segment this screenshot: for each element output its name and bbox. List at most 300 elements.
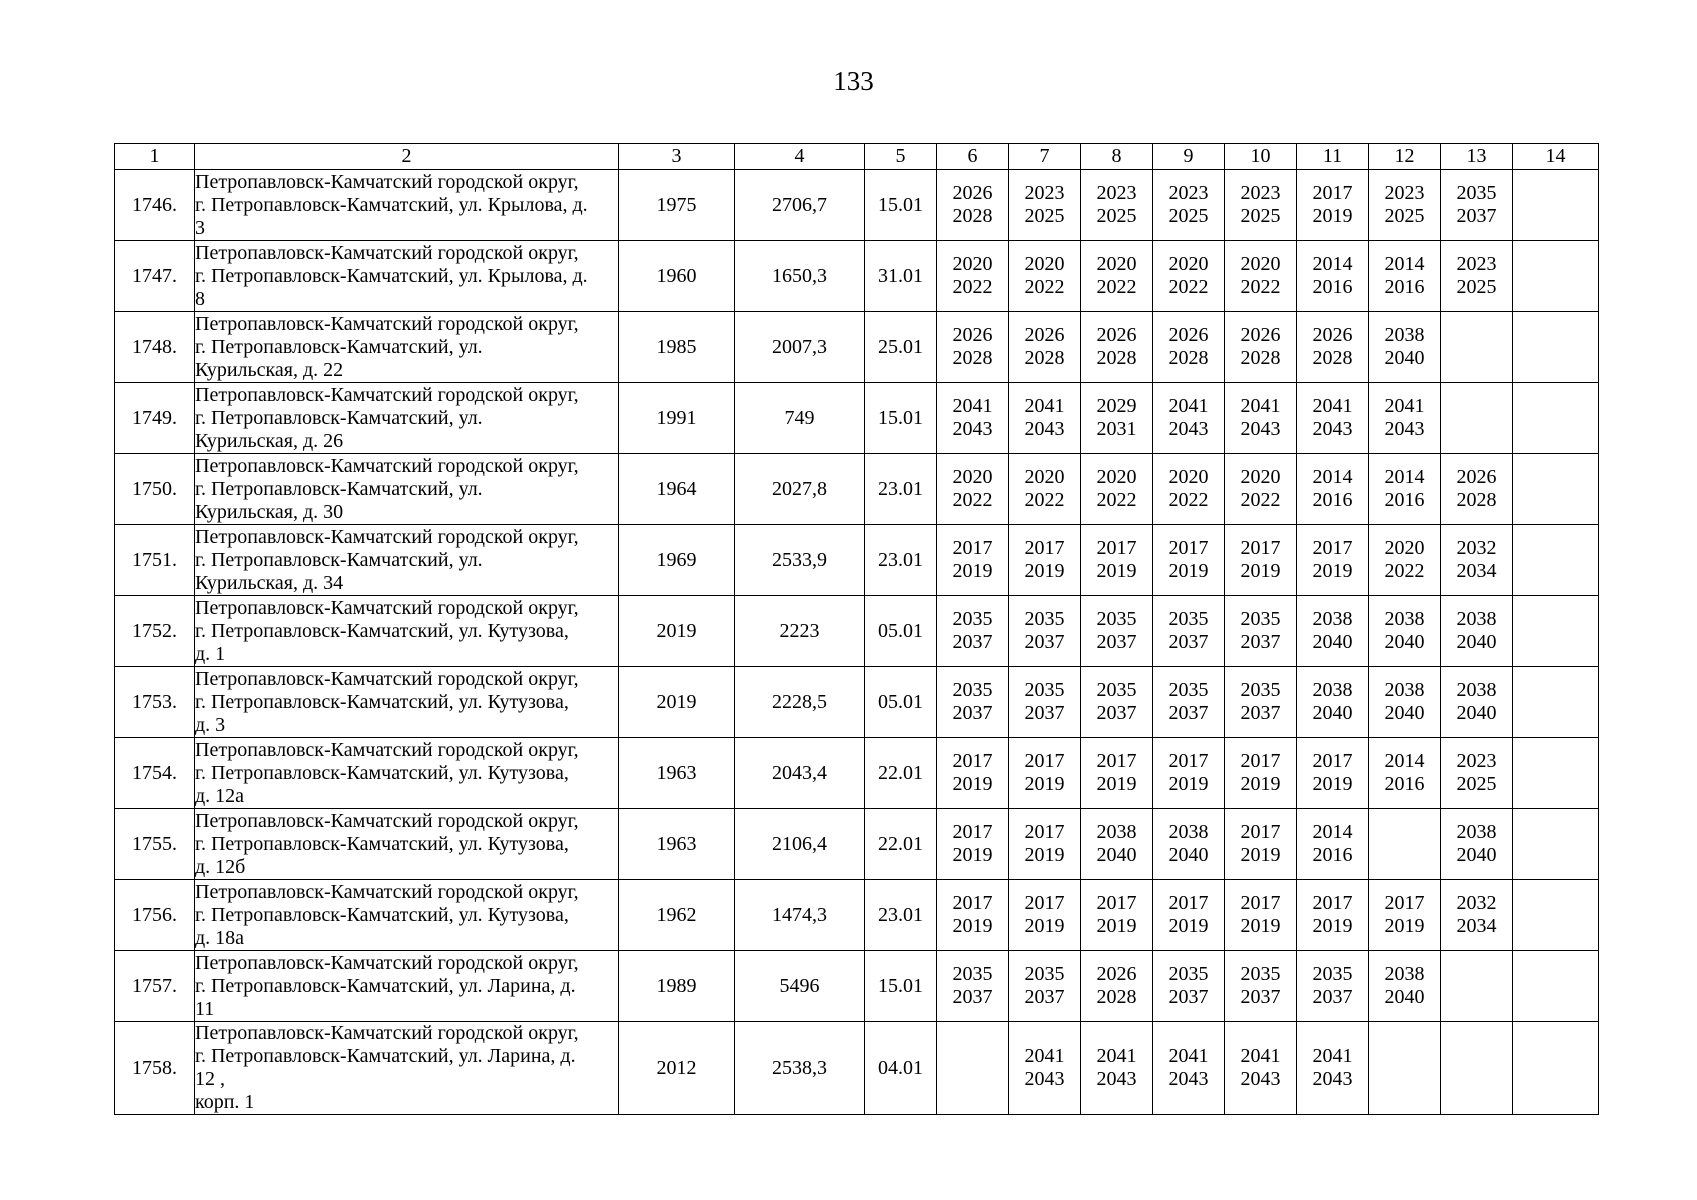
date-cell: 04.01 [865,1022,937,1115]
term-cell [1441,241,1513,312]
term-cell [1081,596,1153,667]
term-start-year: 2035 [1240,679,1281,701]
term-start-year: 2014 [1384,750,1425,772]
term-cell [1153,241,1225,312]
term-start-year: 2017 [1240,821,1281,843]
term-cell [1225,667,1297,738]
term-start-year: 2017 [952,537,993,559]
term-end-year: 2028 [1024,347,1065,369]
column-header: 2 [195,144,619,170]
address-line: Курильская, д. 34 [195,571,344,594]
address-line: Петропавловск-Камчатский городской округ, [195,596,579,619]
term-end-year: 2028 [1312,347,1353,369]
term-cell [1225,880,1297,951]
term-cell [1153,596,1225,667]
term-cell [937,170,1009,241]
term-cell [937,596,1009,667]
term-cell [1081,241,1153,312]
address-cell [195,525,619,596]
table-row [115,454,1599,525]
year-built-cell: 1991 [619,383,735,454]
term-end-year: 2037 [1456,205,1497,227]
term-cell [1225,596,1297,667]
term-end-year: 2040 [1168,844,1209,866]
term-end-year: 2040 [1312,631,1353,653]
term-cell [1009,809,1081,880]
term-start-year: 2017 [1024,537,1065,559]
row-number: 1751. [115,525,195,596]
area-cell: 749 [735,383,865,454]
term-start-year: 2020 [1024,253,1065,275]
term-start-year: 2017 [1024,750,1065,772]
year-built-cell: 2012 [619,1022,735,1115]
term-cell [1081,170,1153,241]
term-end-year: 2019 [952,915,993,937]
term-cell [1225,170,1297,241]
term-start-year: 2041 [952,395,993,417]
term-cell [937,1022,1009,1115]
term-cell [1009,1022,1081,1115]
term-end-year: 2022 [1024,489,1065,511]
area-cell: 2106,4 [735,809,865,880]
term-start-year: 2017 [1312,750,1353,772]
year-built-cell: 2019 [619,667,735,738]
term-cell [937,383,1009,454]
column-header: 12 [1369,144,1441,170]
term-start-year: 2023 [1456,750,1497,772]
term-cell [937,241,1009,312]
term-end-year: 2019 [1312,915,1353,937]
row-number: 1755. [115,809,195,880]
term-cell [1441,170,1513,241]
term-cell [1225,312,1297,383]
term-end-year: 2028 [952,205,993,227]
term-end-year: 2019 [1312,773,1353,795]
row-number: 1753. [115,667,195,738]
term-end-year: 2022 [1168,276,1209,298]
term-start-year: 2014 [1384,253,1425,275]
table-row [115,809,1599,880]
term-cell [1369,738,1441,809]
term-cell [1009,170,1081,241]
term-cell [1225,383,1297,454]
term-cell [937,454,1009,525]
term-cell [937,738,1009,809]
term-end-year: 2019 [952,560,993,582]
term-cell [1513,383,1599,454]
address-line: Петропавловск-Камчатский городской округ, [195,454,579,477]
term-cell [1369,383,1441,454]
term-cell [1153,667,1225,738]
term-end-year: 2019 [1096,773,1137,795]
term-end-year: 2028 [1096,986,1137,1008]
area-cell: 2228,5 [735,667,865,738]
date-cell: 23.01 [865,454,937,525]
term-end-year: 2019 [952,773,993,795]
term-start-year: 2017 [1168,537,1209,559]
address-line: г. Петропавловск-Камчатский, ул. Ларина, д. [195,1045,576,1067]
term-start-year: 2035 [1312,963,1353,985]
column-header: 8 [1081,144,1153,170]
term-end-year: 2028 [1456,489,1497,511]
address-line: г. Петропавловск-Камчатский, ул. Крылова, д. [195,264,588,287]
address-cell [195,1022,619,1115]
term-cell [1225,454,1297,525]
term-start-year: 2038 [1456,821,1497,843]
term-end-year: 2019 [1240,844,1281,866]
page-number: 133 [833,66,874,96]
term-cell [1513,809,1599,880]
address-line: 11 [195,997,215,1020]
term-cell [1297,951,1369,1022]
table-row [115,241,1599,312]
term-cell [1513,454,1599,525]
term-end-year: 2037 [1024,631,1065,653]
term-cell [1369,525,1441,596]
term-cell [937,880,1009,951]
term-start-year: 2041 [1168,395,1209,417]
term-start-year: 2041 [1240,395,1281,417]
term-cell [1369,1022,1441,1115]
term-cell [1081,525,1153,596]
term-end-year: 2043 [1168,418,1209,440]
term-cell [1369,809,1441,880]
term-start-year: 2041 [1024,395,1065,417]
term-cell [1009,667,1081,738]
year-built-cell: 1964 [619,454,735,525]
term-start-year: 2026 [1168,324,1209,346]
term-cell [1153,525,1225,596]
term-end-year: 2019 [1240,560,1281,582]
term-end-year: 2037 [1024,702,1065,724]
term-end-year: 2022 [1168,489,1209,511]
term-end-year: 2040 [1384,986,1425,1008]
term-end-year: 2019 [1096,560,1137,582]
term-start-year: 2035 [1240,963,1281,985]
date-cell: 23.01 [865,525,937,596]
term-end-year: 2016 [1312,844,1353,866]
term-cell [1369,596,1441,667]
term-cell [1297,383,1369,454]
area-cell: 2007,3 [735,312,865,383]
term-end-year: 2037 [1168,702,1209,724]
term-cell [1513,738,1599,809]
column-header: 11 [1297,144,1369,170]
term-end-year: 2043 [1168,1068,1209,1090]
term-cell [1369,454,1441,525]
term-cell [1225,525,1297,596]
term-start-year: 2017 [952,892,993,914]
term-end-year: 2019 [1024,844,1065,866]
address-line: д. 12а [195,784,245,807]
term-end-year: 2043 [1312,1068,1353,1090]
address-line: Петропавловск-Камчатский городской округ, [195,809,579,832]
table-row [115,596,1599,667]
term-start-year: 2038 [1456,608,1497,630]
year-built-cell: 1989 [619,951,735,1022]
date-cell: 15.01 [865,170,937,241]
term-start-year: 2017 [1240,537,1281,559]
address-cell [195,454,619,525]
term-start-year: 2017 [952,750,993,772]
term-cell [1441,383,1513,454]
term-end-year: 2043 [1024,418,1065,440]
area-cell: 1650,3 [735,241,865,312]
term-end-year: 2037 [952,702,993,724]
term-cell [1225,809,1297,880]
address-line: г. Петропавловск-Камчатский, ул. [195,406,483,429]
term-start-year: 2035 [1240,608,1281,630]
column-header: 7 [1009,144,1081,170]
term-start-year: 2035 [1168,608,1209,630]
term-cell [1441,525,1513,596]
term-start-year: 2035 [1168,679,1209,701]
term-cell [1009,951,1081,1022]
row-number: 1750. [115,454,195,525]
term-start-year: 2041 [1240,1045,1281,1067]
term-end-year: 2037 [952,986,993,1008]
term-start-year: 2029 [1096,395,1137,417]
term-end-year: 2022 [952,489,993,511]
term-start-year: 2026 [1096,963,1137,985]
term-cell [1369,312,1441,383]
term-start-year: 2026 [1096,324,1137,346]
address-line: Петропавловск-Камчатский городской округ, [195,738,579,761]
term-start-year: 2038 [1384,963,1425,985]
row-number: 1746. [115,170,195,241]
address-line: г. Петропавловск-Камчатский, ул. Крылова, д. [195,193,588,216]
address-line: Петропавловск-Камчатский городской округ, [195,170,579,193]
term-start-year: 2026 [952,324,993,346]
term-cell [937,951,1009,1022]
term-cell [1153,809,1225,880]
address-line: д. 1 [195,642,226,665]
term-end-year: 2022 [1384,560,1425,582]
term-start-year: 2035 [952,608,993,630]
term-start-year: 2017 [1240,750,1281,772]
row-number: 1758. [115,1022,195,1115]
area-cell: 5496 [735,951,865,1022]
term-cell [1441,738,1513,809]
address-line: Петропавловск-Камчатский городской округ, [195,1022,579,1044]
term-cell [1513,951,1599,1022]
term-start-year: 2020 [952,466,993,488]
term-cell [1081,1022,1153,1115]
term-start-year: 2017 [1312,892,1353,914]
address-line: г. Петропавловск-Камчатский, ул. Ларина, д. [195,974,576,997]
address-line: г. Петропавловск-Камчатский, ул. [195,477,483,500]
term-end-year: 2019 [1024,915,1065,937]
term-end-year: 2034 [1456,915,1497,937]
address-line: д. 3 [195,713,226,736]
term-start-year: 2017 [1096,537,1137,559]
year-built-cell: 1963 [619,809,735,880]
date-cell: 15.01 [865,951,937,1022]
term-cell [1441,454,1513,525]
term-start-year: 2026 [952,182,993,204]
term-start-year: 2020 [1168,253,1209,275]
term-start-year: 2041 [1312,1045,1353,1067]
year-built-cell: 1975 [619,170,735,241]
term-start-year: 2020 [1096,466,1137,488]
address-line: д. 12б [195,855,246,878]
term-cell [1513,880,1599,951]
year-built-cell: 1963 [619,738,735,809]
term-end-year: 2022 [1240,276,1281,298]
term-cell [1513,525,1599,596]
term-cell [1081,383,1153,454]
term-end-year: 2016 [1312,489,1353,511]
term-end-year: 2022 [1096,489,1137,511]
term-end-year: 2037 [952,631,993,653]
term-start-year: 2020 [952,253,993,275]
term-cell [1441,312,1513,383]
term-end-year: 2019 [1168,773,1209,795]
term-cell [1081,312,1153,383]
address-line: 3 [195,216,205,239]
address-cell [195,809,619,880]
term-cell [1441,1022,1513,1115]
date-cell: 15.01 [865,383,937,454]
term-cell [1369,170,1441,241]
term-cell [1009,880,1081,951]
term-end-year: 2037 [1096,702,1137,724]
term-start-year: 2020 [1024,466,1065,488]
term-cell [1297,312,1369,383]
address-line: г. Петропавловск-Камчатский, ул. Кутузова, [195,690,569,713]
term-start-year: 2017 [1312,537,1353,559]
term-end-year: 2019 [1312,560,1353,582]
date-cell: 05.01 [865,667,937,738]
address-line: Курильская, д. 26 [195,429,344,452]
address-cell [195,880,619,951]
term-cell [1513,667,1599,738]
term-start-year: 2026 [1240,324,1281,346]
term-cell [1441,809,1513,880]
term-end-year: 2016 [1384,773,1425,795]
term-start-year: 2038 [1384,679,1425,701]
term-start-year: 2038 [1168,821,1209,843]
term-cell [1153,1022,1225,1115]
term-cell [1081,667,1153,738]
year-built-cell: 1969 [619,525,735,596]
term-end-year: 2037 [1240,631,1281,653]
term-end-year: 2040 [1384,347,1425,369]
column-header: 14 [1513,144,1599,170]
column-header: 6 [937,144,1009,170]
address-line: Петропавловск-Камчатский городской округ, [195,667,579,690]
address-line: Петропавловск-Камчатский городской округ, [195,951,579,974]
row-number: 1754. [115,738,195,809]
term-start-year: 2023 [1384,182,1425,204]
term-end-year: 2043 [1312,418,1353,440]
year-built-cell: 1962 [619,880,735,951]
term-cell [1153,738,1225,809]
term-cell [1369,241,1441,312]
row-number: 1752. [115,596,195,667]
address-cell [195,951,619,1022]
term-start-year: 2026 [1456,466,1497,488]
term-start-year: 2017 [1096,892,1137,914]
term-end-year: 2019 [1024,773,1065,795]
term-start-year: 2032 [1456,892,1497,914]
term-end-year: 2043 [1240,1068,1281,1090]
term-end-year: 2019 [1024,560,1065,582]
area-cell: 2533,9 [735,525,865,596]
address-cell [195,383,619,454]
term-start-year: 2023 [1456,253,1497,275]
area-cell: 2027,8 [735,454,865,525]
term-cell [1297,596,1369,667]
term-start-year: 2020 [1240,253,1281,275]
table-body [115,170,1599,1115]
term-cell [1441,951,1513,1022]
term-start-year: 2035 [1168,963,1209,985]
address-cell [195,667,619,738]
housing-register-table [114,143,1599,1115]
term-end-year: 2022 [1240,489,1281,511]
term-start-year: 2038 [1096,821,1137,843]
address-cell [195,312,619,383]
term-cell [1009,383,1081,454]
term-end-year: 2019 [1240,773,1281,795]
term-cell [1297,667,1369,738]
address-line: г. Петропавловск-Камчатский, ул. Кутузова, [195,619,569,642]
term-start-year: 2041 [1384,395,1425,417]
term-end-year: 2025 [1384,205,1425,227]
term-start-year: 2017 [1240,892,1281,914]
term-start-year: 2035 [1456,182,1497,204]
address-line: корп. 1 [195,1091,255,1113]
column-header: 5 [865,144,937,170]
term-start-year: 2014 [1312,821,1353,843]
term-start-year: 2035 [1024,679,1065,701]
term-start-year: 2035 [952,963,993,985]
term-cell [1513,312,1599,383]
term-end-year: 2025 [1024,205,1065,227]
term-end-year: 2037 [1024,986,1065,1008]
year-built-cell: 1985 [619,312,735,383]
address-cell [195,738,619,809]
term-start-year: 2035 [952,679,993,701]
term-start-year: 2035 [1024,963,1065,985]
column-header: 9 [1153,144,1225,170]
term-end-year: 2025 [1240,205,1281,227]
table-row [115,525,1599,596]
term-end-year: 2043 [1096,1068,1137,1090]
term-end-year: 2022 [1024,276,1065,298]
term-cell [1297,170,1369,241]
address-line: г. Петропавловск-Камчатский, ул. Кутузова, [195,832,569,855]
term-start-year: 2023 [1096,182,1137,204]
term-end-year: 2019 [1168,560,1209,582]
date-cell: 22.01 [865,738,937,809]
term-cell [1441,880,1513,951]
address-line: 12 , [195,1068,225,1090]
term-cell [1297,454,1369,525]
row-number: 1748. [115,312,195,383]
address-line: Петропавловск-Камчатский городской округ, [195,312,579,335]
term-cell [1441,667,1513,738]
term-start-year: 2038 [1312,608,1353,630]
term-start-year: 2023 [1240,182,1281,204]
area-cell: 2223 [735,596,865,667]
term-cell [1225,951,1297,1022]
term-cell [1369,667,1441,738]
term-start-year: 2017 [952,821,993,843]
term-start-year: 2041 [1312,395,1353,417]
term-cell [1153,454,1225,525]
